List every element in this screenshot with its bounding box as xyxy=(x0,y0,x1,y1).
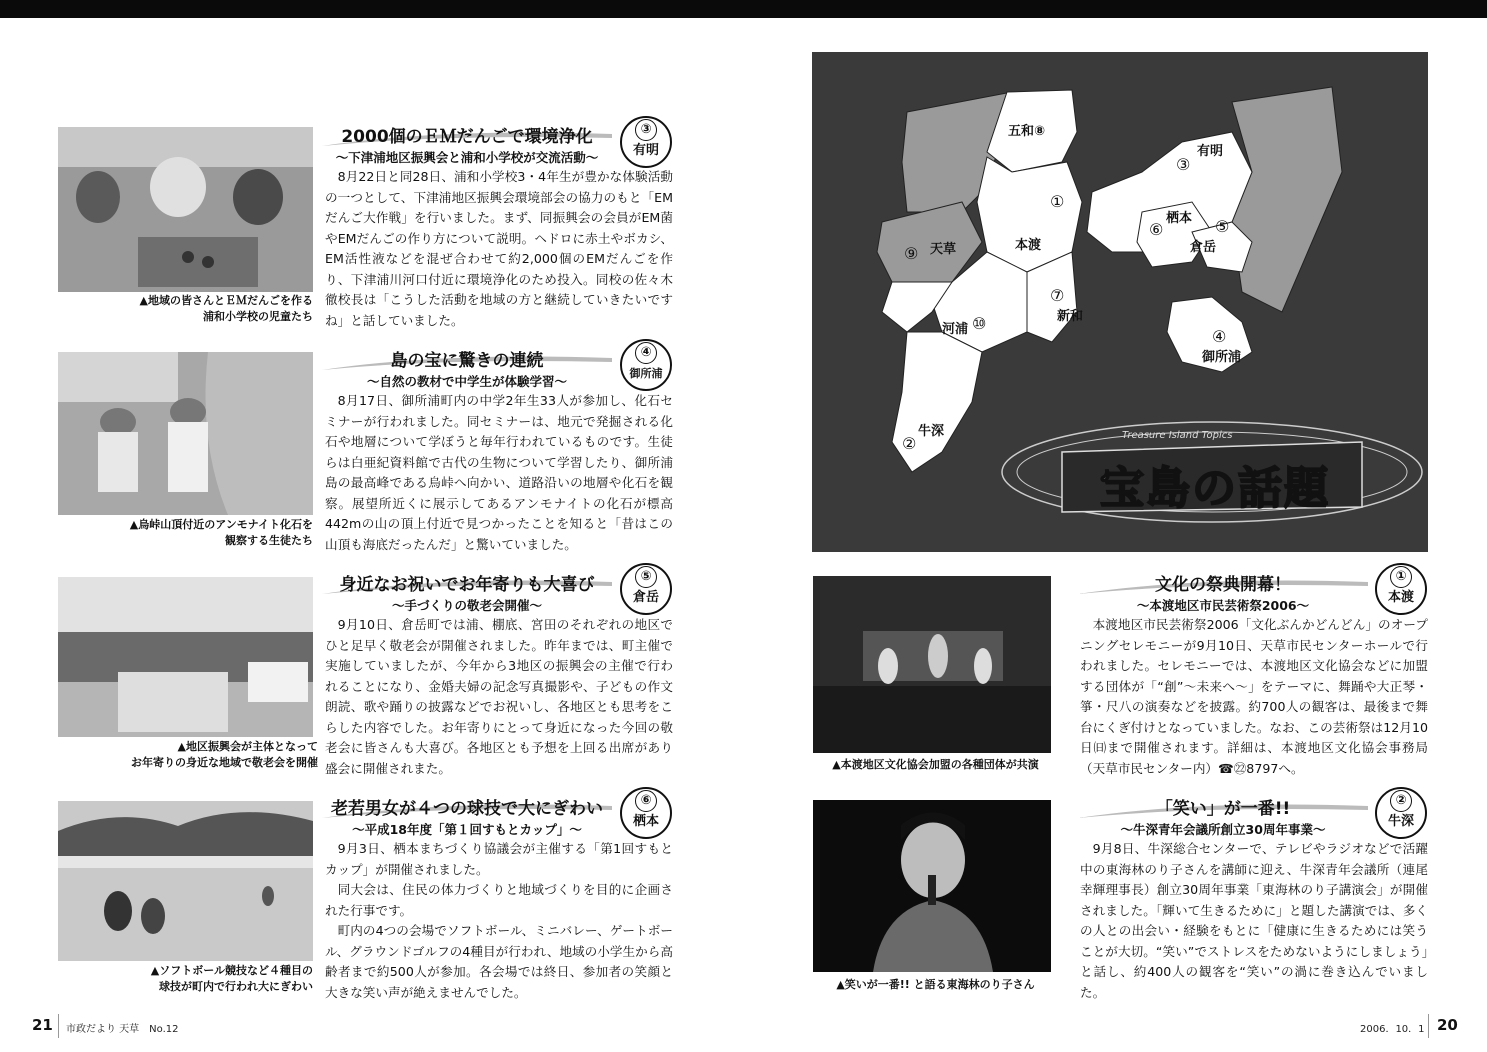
badge-number: ③ xyxy=(635,119,657,141)
photo-caption: ▲地区振興会が主体となって お年寄りの身近な地域で敬老会を開催 xyxy=(131,740,318,769)
top-bar xyxy=(0,0,1487,18)
area-badge xyxy=(620,787,672,839)
footer-publication: 市政だより 天草 No.12 xyxy=(66,1024,179,1035)
photo-em-dango xyxy=(58,127,313,292)
map-label-goshoura-num: ④ xyxy=(1212,327,1227,346)
badge-place: 御所浦 xyxy=(629,367,663,380)
map-label-kawaura-num: ⑩ xyxy=(972,314,987,333)
article-title: 島の宝に驚きの連続 xyxy=(390,351,544,371)
article-subtitle: ～平成18年度「第１回すもとカップ」～ xyxy=(352,822,582,837)
article-title: 老若男女が４つの球技で大にぎわい xyxy=(331,799,603,819)
badge-number: ④ xyxy=(635,342,657,364)
map-label-goryo: 五和⑧ xyxy=(1008,120,1045,139)
photo-keirokai xyxy=(58,577,313,737)
article-body xyxy=(1080,615,1428,779)
badge-place: 有明 xyxy=(632,143,659,158)
badge-number: ⑥ xyxy=(635,790,657,812)
photo-concert xyxy=(813,576,1051,753)
map-label-ariake: 有明 xyxy=(1197,144,1224,159)
badge-number: ② xyxy=(1390,790,1412,812)
footer-divider xyxy=(58,1014,59,1038)
map-label-ushibuka: 牛深 xyxy=(918,424,945,439)
article-body xyxy=(325,615,673,779)
area-badge xyxy=(620,563,672,615)
footer-divider xyxy=(1428,1014,1429,1038)
article-paragraph: 同大会は、住民の体力づくりと地域づくりを目的に企画された行事です。 xyxy=(325,882,673,918)
left-page-number: 21 xyxy=(32,1016,53,1034)
map-label-goshoura: 御所浦 xyxy=(1202,350,1242,365)
logo-title: 宝島の話題 xyxy=(1100,463,1330,514)
article-title: 文化の祭典開幕！ xyxy=(1155,575,1291,595)
article-subtitle: ～手づくりの敬老会開催～ xyxy=(391,598,542,613)
article-subtitle: ～自然の教材で中学生が体験学習～ xyxy=(366,374,567,389)
badge-place: 栖本 xyxy=(632,814,659,829)
photo-caption: ▲本渡地区文化協会加盟の各種団体が共演 xyxy=(832,758,1039,771)
map-label-kawaura: 河浦 xyxy=(942,322,969,337)
article-paragraph: 9月10日、倉岳町では浦、棚底、宮田のそれぞれの地区でひと足早く敬老会が開催されました。昨年までは、町主催で実施していましたが、今年から3地区の振興会の主催で行われることになり、金婚夫婦の記念写真撮影や、子どもの作文朗読、歌や踊りの披露などでお祝いし、各地区とも思考をこらした内容でした。お年寄りにとって身近になった今回の敬老会に皆さんも大喜び。各地区とも予想を上回る出席があり盛会に開催されまた。 xyxy=(325,617,673,776)
map-label-kuratake-num: ⑤ xyxy=(1215,217,1230,236)
article-body xyxy=(1080,839,1428,1003)
area-badge xyxy=(620,116,672,168)
footer-date: 2006．10．1 xyxy=(1360,1024,1425,1035)
photo-fossil-students xyxy=(58,352,313,515)
article-title: 身近なお祝いでお年寄りも大喜び xyxy=(339,575,595,595)
map-label-shinwa-num: ⑦ xyxy=(1050,286,1065,305)
area-badge xyxy=(1375,787,1427,839)
article-paragraph: 9月3日、栖本まちづくり協議会が主催する「第1回すもとカップ」が開催されました。 xyxy=(325,841,673,877)
map-label-shinwa: 新和 xyxy=(1057,309,1084,324)
article-subtitle: ～本渡地区市民芸術祭2006～ xyxy=(1136,598,1310,613)
article-body xyxy=(325,391,673,555)
map-label-sumoto: 栖本 xyxy=(1166,211,1193,226)
article-paragraph: 本渡地区市民芸術祭2006「文化ぶんかどんどん」のオープニングセレモニーが9月10日、天草市民センターホールで行われました。セレモニーでは、本渡地区文化協会などに加盟する団体が「“創”～未来へ～」をテーマに、舞踊や大正琴・箏・尺八の演奏などを披露。約700人の観客は、最後まで舞台にくぎ付けとなっていました。なお、この芸術祭は12月10日㈰まで開催されます。詳細は、本渡地区文化協会事務局（天草市民センター内）☎㉒8797へ。 xyxy=(1080,617,1428,776)
logo-subtitle: Treasure Island Topics xyxy=(1122,430,1233,441)
area-badge xyxy=(620,339,672,391)
map-label-ariake-num: ③ xyxy=(1176,155,1191,174)
article-subtitle: ～牛深青年会議所創立30周年事業～ xyxy=(1120,822,1326,837)
article-title: 「笑い」が一番!! xyxy=(1155,799,1291,819)
map-label-amakusa: 天草 xyxy=(930,242,957,257)
photo-caption: ▲烏峠山頂付近のアンモナイト化石を 観察する生徒たち xyxy=(129,518,313,547)
article-subtitle: ～下津浦地区振興会と浦和小学校が交流活動～ xyxy=(335,150,599,165)
article-body xyxy=(325,839,673,1003)
map-label-kuratake: 倉岳 xyxy=(1190,240,1217,255)
badge-number: ⑤ xyxy=(635,566,657,588)
map-label-hondo-num: ① xyxy=(1050,192,1065,211)
article-body xyxy=(325,167,673,331)
photo-caption: ▲地域の皆さんとＥＭだんごを作る 浦和小学校の児童たち xyxy=(139,294,313,323)
photo-caption: ▲笑いが一番!! と語る東海林のり子さん xyxy=(836,978,1035,991)
badge-place: 牛深 xyxy=(1387,814,1414,829)
map-label-ushibuka-num: ② xyxy=(902,434,917,453)
map-label-amakusa-num: ⑨ xyxy=(904,244,919,263)
photo-speaker xyxy=(813,800,1051,972)
badge-place: 倉岳 xyxy=(632,590,659,605)
map-label-sumoto-num: ⑥ xyxy=(1149,220,1164,239)
article-paragraph: 町内の4つの会場でソフトボール、ミニバレー、ゲートボール、グラウンドゴルフの4種目が行われ、地域の小学生から高齢者まで約500人が参加。各会場では終日、参加者の笑顔と大きな笑い声が絶えませんでした。 xyxy=(325,923,673,1000)
badge-place: 本渡 xyxy=(1387,590,1414,605)
right-page-number: 20 xyxy=(1437,1016,1458,1034)
map-label-hondo: 本渡 xyxy=(1015,238,1042,253)
photo-softball xyxy=(58,801,313,961)
article-paragraph: 8月17日、御所浦町内の中学2年生33人が参加し、化石セミナーが行われました。同セミナーは、地元で発掘される化石や地層について学ぼうと毎年行われているものです。生徒らは白亜紀資料館で古代の生物について学習したり、御所浦島の最高峰である烏峠へ向かい、道路沿いの地層や化石を観察。展望所近くに展示してあるアンモナイトの化石が標高442mの山の頂上付近で見つかったことを知ると「昔はこの山頂も海底だったんだ」と驚いていました。 xyxy=(325,393,673,552)
article-paragraph: 9月8日、牛深総合センターで、テレビやラジオなどで活躍中の東海林のり子さんを講師に迎え、牛深青年会議所（連尾幸輝理事長）創立30周年事業「東海林のり子講演会」が開催されました。「輝いて生きるために」と題した講演では、多くの人との出会い・経験をもとに「健康に生きるためには笑うことが大切。“笑い”でストレスをためないようにしましょう」と話し、約400人の観客を“笑い”の渦に巻き込んでいました。 xyxy=(1080,841,1428,1000)
article-paragraph: 8月22日と同28日、浦和小学校3・4年生が豊かな体験活動の一つとして、下津浦地区振興会環境部会の協力のもと「EMだんご大作戦」を行いました。まず、同振興会の会員がEM菌やEMだんごの作り方について説明。ヘドロに赤土やボカシ、EM活性液などを混ぜ合わせて約2,000個のEMだんごを作り、下津浦川河口付近に環境浄化のため投入。同校の佐々木徹校長は「こうした活動を地域の方と継続していきたいですね」と話していました。 xyxy=(325,169,673,328)
badge-number: ① xyxy=(1390,566,1412,588)
photo-caption: ▲ソフトボール競技など４種目の 球技が町内で行われ大にぎわい xyxy=(150,964,313,993)
amakusa-map xyxy=(812,52,1428,552)
area-badge xyxy=(1375,563,1427,615)
article-title: 2000個のＥＭだんごで環境浄化 xyxy=(341,127,593,147)
